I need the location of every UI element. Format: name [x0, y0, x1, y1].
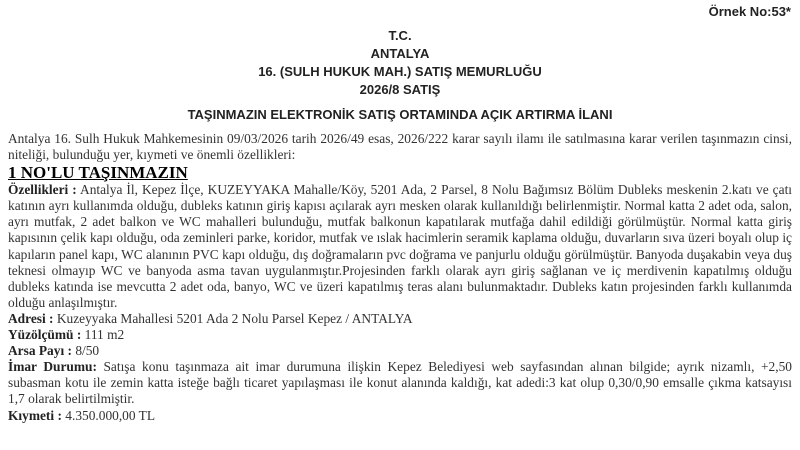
features-text: Antalya İl, Kepez İlçe, KUZEYYAKA Mahalle/Köy, 5201 Ada, 2 Parsel, 8 Nolu Bağımsız Bölüm Dubleks meskenin 2.katı ve çatı katının ayrı kullanımda olduğu, dubleks katının giriş kapısı açılarak ayrı mesken olarak kullanıldığı belirlenmiştir. Normal katta 2 adet oda, salon, ayrı mutfak, 2 adet balkon ve WC mahalleri bulunduğu, mutfak balkonun kapatılarak mutfağa dahil edildiği görülmüştür. Normal katta giriş kapısının çelik kapı olduğu, oda zeminleri parke, koridor, mutfak ve ıslak hacimlerin seramik kaplama olduğu, duvarların sıva üzeri boyalı olup iç kapıların panel kapı, WC alanının PVC kapı olduğu, dış doğramaların pvc doğrama ve panjurlu olduğu görülmüştür. Banyoda duşakabin veya duş teknesi olmayıp WC ve banyoda asma tavan uygulanmıştır.Projesinden farklı olarak ayrı giriş sağlanan ve iç merdivenin kapatılmış olduğu dubleks katında ise mevcutta 2 adet oda, banyo, WC ve üzeri kapatılmış teras alanı bulunmaktadır. Dubleks katın projesinden farklı kullanımda olduğu anlaşılmıştır. — [8, 182, 793, 310]
sample-number: Örnek No:53* — [708, 4, 791, 19]
zoning-paragraph — [8, 359, 792, 407]
area-line — [8, 327, 792, 343]
features-label: Özellikleri : — [8, 182, 77, 198]
header-city: ANTALYA — [370, 46, 430, 61]
address-line — [8, 311, 792, 327]
area-label: Yüzölçümü : — [8, 327, 82, 343]
land-share-label: Arsa Payı : — [8, 343, 72, 359]
address-label: Adresi : — [8, 310, 54, 326]
land-share-text: 8/50 — [71, 343, 100, 359]
value-line — [8, 408, 792, 424]
zoning-text: Satışa konu taşınmaza ait imar durumuna ilişkin Kepez Belediyesi web sayfasından alınan bilgide; ayrık nizamlı, +2,50 subasman kotu ile zemin katta isteğe bağlı ticaret yapılaşması ile konut alanında kaldığı, kat adedi:3 kat olup 0,30/0,90 emsalle çıkma katsayısı 1,7 olarak belirtilmiştir. — [8, 359, 792, 407]
area-text: 111 m2 — [81, 327, 125, 343]
notice-body — [8, 131, 792, 424]
value-label: Kıymeti : — [8, 407, 62, 423]
land-share-line — [8, 343, 792, 359]
value-text: 4.350.000,00 TL — [61, 407, 156, 423]
document-title: TAŞINMAZIN ELEKTRONİK SATIŞ ORTAMINDA AÇIK ARTIRMA İLANI — [187, 107, 613, 122]
header-file-number: 2026/8 SATIŞ — [359, 82, 441, 97]
address-text: Kuzeyyaka Mahallesi 5201 Ada 2 Nolu Parsel Kepez / ANTALYA — [53, 310, 413, 326]
zoning-label: İmar Durumu: — [8, 359, 97, 375]
header-tc: T.C. — [388, 28, 412, 43]
header-office: 16. (SULH HUKUK MAH.) SATIŞ MEMURLUĞU — [258, 64, 542, 79]
property-heading: 1 NO'LU TAŞINMAZIN — [8, 163, 188, 183]
features-paragraph — [8, 182, 792, 311]
intro-paragraph: Antalya 16. Sulh Hukuk Mahkemesinin 09/03/2026 tarih 2026/49 esas, 2026/222 karar sayılı ilamı ile satılmasına karar verilen taşınmazın cinsi, niteliği, bulunduğu yer, kıymeti ve önemli özellikleri: — [8, 131, 792, 163]
